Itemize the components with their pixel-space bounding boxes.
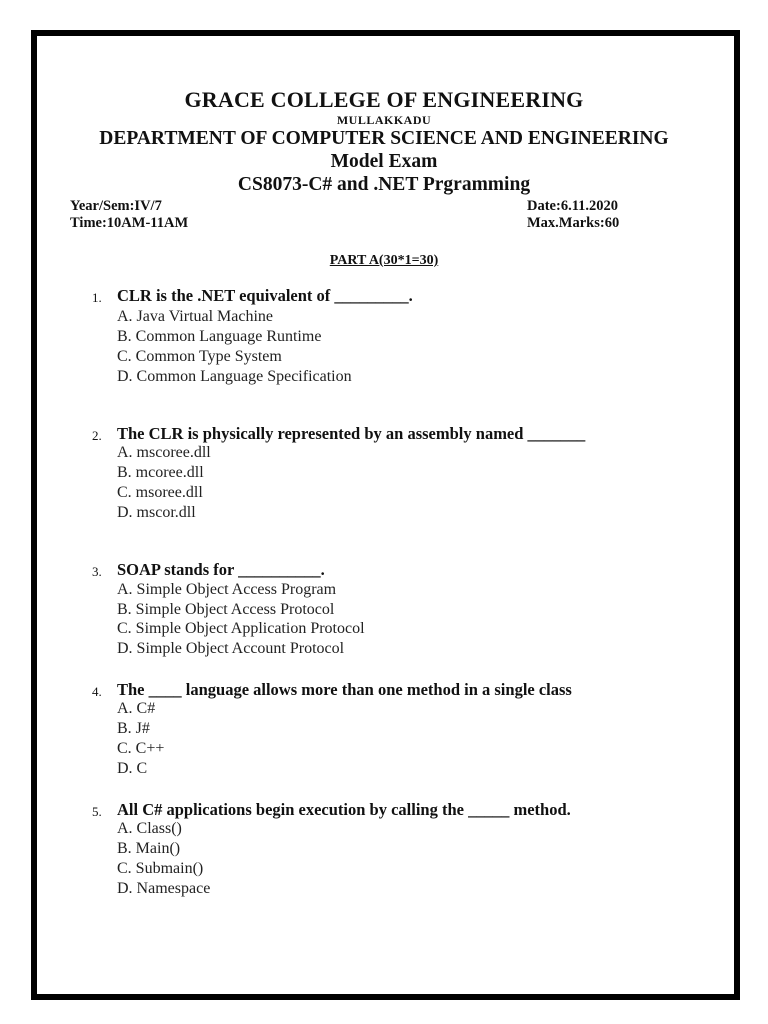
option-a: A. mscoree.dll — [117, 444, 211, 461]
college-name: GRACE COLLEGE OF ENGINEERING — [184, 87, 584, 112]
option-c: C. msoree.dll — [117, 484, 203, 501]
exam-title: Model Exam — [330, 151, 438, 172]
question-number: 2. — [92, 428, 102, 443]
question-text: The ____ language allows more than one method in a single class — [117, 680, 572, 699]
question-text: All C# applications begin execution by calling the _____ method. — [117, 800, 571, 819]
option-c: C. Common Type System — [117, 348, 282, 365]
question-number: 4. — [92, 684, 102, 699]
option-d: D. Common Language Specification — [117, 368, 352, 385]
max-marks: Max.Marks:60 — [527, 215, 620, 231]
question-number: 5. — [92, 804, 102, 819]
option-d: D. mscor.dll — [117, 504, 196, 521]
option-a: A. Class() — [117, 820, 182, 837]
option-b: B. mcoree.dll — [117, 464, 204, 481]
option-a: A. Java Virtual Machine — [117, 308, 274, 325]
option-c: C. C++ — [117, 740, 165, 757]
department-name: DEPARTMENT OF COMPUTER SCIENCE AND ENGINEERING — [99, 128, 669, 149]
exam-date: Date:6.11.2020 — [527, 198, 619, 214]
option-b: B. J# — [117, 720, 150, 737]
option-c: C. Simple Object Application Protocol — [117, 620, 365, 637]
option-b: B. Common Language Runtime — [117, 328, 322, 345]
option-d: D. Namespace — [117, 880, 211, 897]
question-text: The CLR is physically represented by an assembly named _______ — [117, 424, 586, 443]
question-text: SOAP stands for __________. — [117, 560, 325, 579]
college-location: MULLAKKADU — [336, 113, 432, 127]
question-number: 3. — [92, 564, 102, 579]
option-d: D. C — [117, 760, 148, 777]
option-a: A. Simple Object Access Program — [117, 581, 337, 598]
question-number: 1. — [92, 290, 102, 305]
option-a: A. C# — [117, 700, 156, 717]
part-title: PART A(30*1=30) — [329, 253, 439, 268]
year-semester: Year/Sem:IV/7 — [70, 198, 162, 214]
question-text: CLR is the .NET equivalent of _________. — [117, 286, 413, 305]
option-d: D. Simple Object Account Protocol — [117, 640, 345, 657]
option-c: C. Submain() — [117, 860, 204, 877]
option-b: B. Main() — [117, 840, 181, 857]
exam-time: Time:10AM-11AM — [70, 215, 189, 231]
course-title: CS8073-C# and .NET Prgramming — [237, 174, 531, 195]
option-b: B. Simple Object Access Protocol — [117, 601, 335, 618]
